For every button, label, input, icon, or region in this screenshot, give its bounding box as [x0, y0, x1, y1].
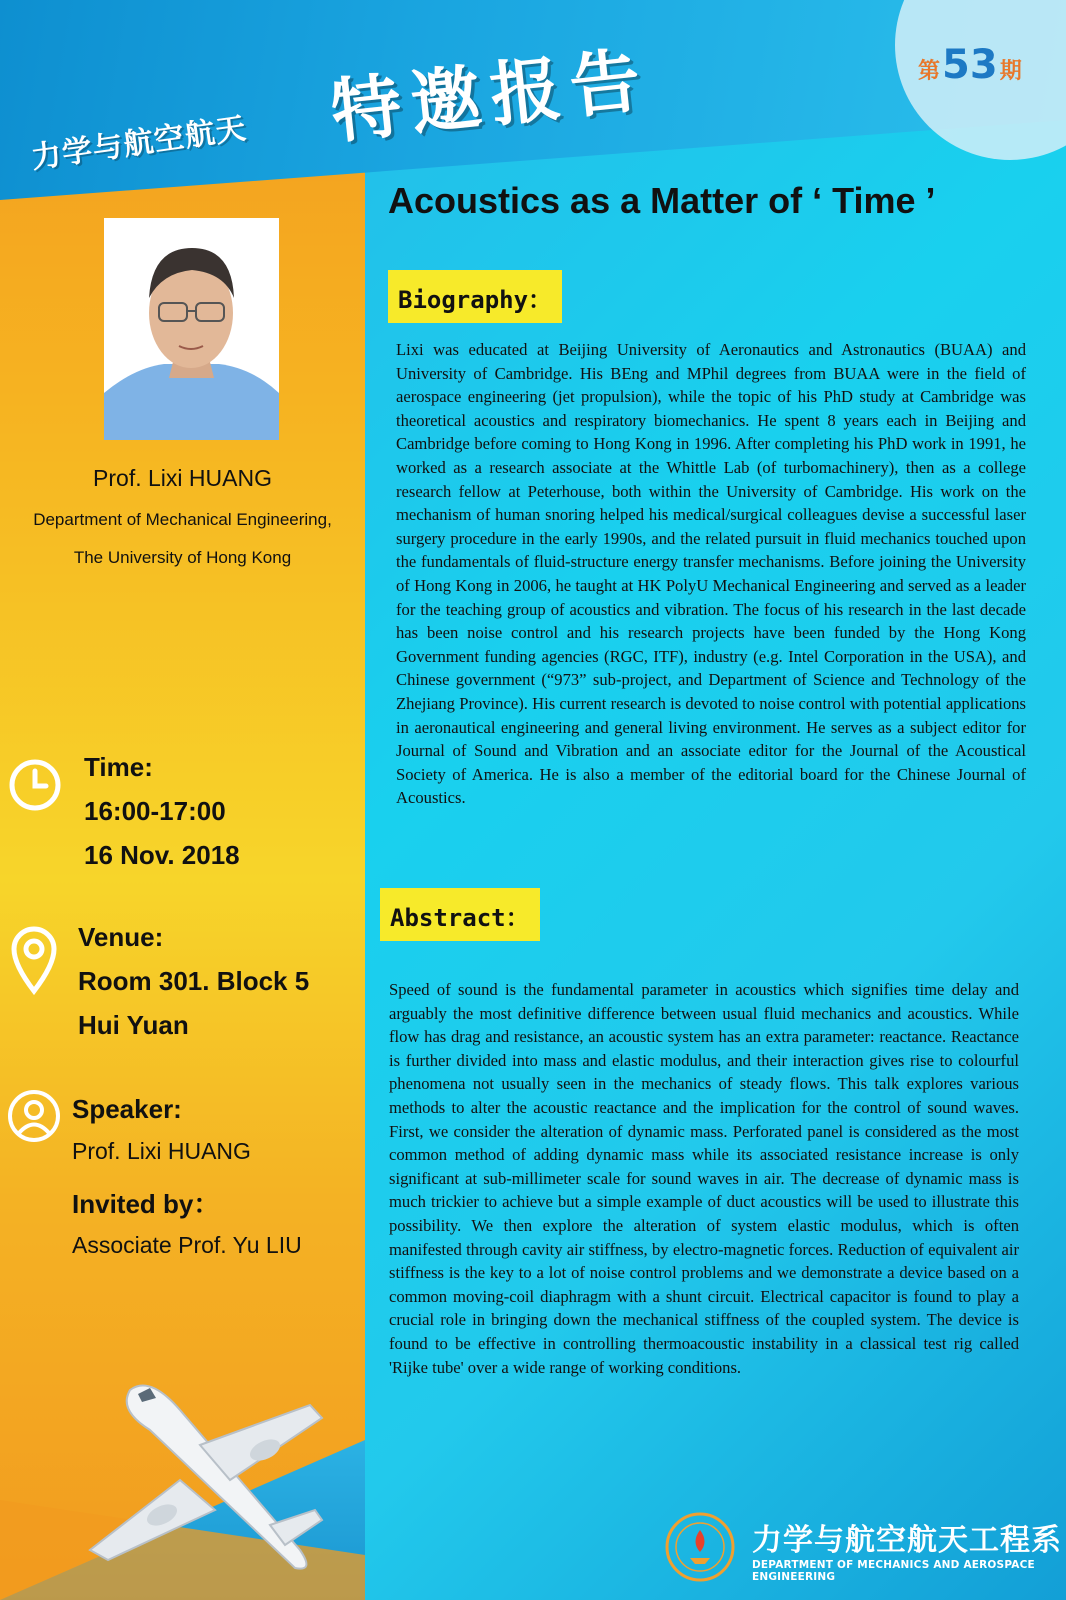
venue-line1: Room 301. Block 5 [78, 966, 310, 996]
speaker-value: Prof. Lixi HUANG [72, 1138, 251, 1164]
biography-heading: Biography： [388, 270, 562, 323]
speaker-label: Speaker: [72, 1094, 182, 1124]
location-pin-icon [10, 925, 58, 995]
series-name: 力学与航空航天 [29, 111, 249, 176]
airplane-illustration [70, 1350, 340, 1580]
invited-value: Associate Prof. Yu LIU [72, 1232, 302, 1258]
venue-line2: Hui Yuan [78, 1010, 189, 1040]
talk-title: Acoustics as a Matter of ‘ Time ’ [388, 180, 936, 221]
time-value: 16:00-17:00 [84, 796, 226, 826]
speaker-photo [104, 218, 279, 440]
speaker-affiliation-line2: The University of Hong Kong [73, 548, 292, 567]
speaker-name: Prof. Lixi HUANG [93, 465, 272, 491]
university-seal-logo [665, 1512, 735, 1582]
clock-icon [8, 758, 62, 812]
department-name-en: DEPARTMENT OF MECHANICS AND AEROSPACE ENGINEERING [752, 1559, 1035, 1583]
abstract-heading: Abstract： [380, 888, 540, 941]
user-icon [6, 1088, 62, 1144]
biography-text: Lixi was educated at Beijing University of Aeronautics and Astronautics (BUAA) and University of Cambridge. His BEng and MPhil degrees from BUAA were in the field of aerospace engineering (jet propulsion), while the topic of his PhD study at Cambridge was theoretical acoustics and respiratory biomechanics. He spent 8 years each in Beijing and Cambridge before coming to Hong Kong in 1996. After completing his PhD work in 1991, he worked as a research associate at the Whittle Lab (of turbomachinery), then as a college research fellow at Peterhouse, both within the University of Cambridge. His work on the mechanism of human snoring helped his medical/surgical colleagues devise a successful laser surgery procedure in the early 1990s, and the related pursuit in fluid mechanics touched upon the fundamentals of fluid-structure energy transfer mechanisms. Before joining the University of Hong Kong in 2006, he taught at HK PolyU Mechanical Engineering and served as a leader for the teaching group of acoustics and vibration. The focus of his research in the last decade has been noise control and his research projects have been funded by the Hong Kong Government funding agencies (RGC, ITF), industry (e.g. Intel Corporation in the USA), and Chinese government (“973” sub-project, and Department of Science and Technology of the Zhejiang Province). His current research is devoted to noise control with potential applications in aeronautical engineering and general living environment. He serves as a subject editor for Journal of Sound and Vibration and an associate editor for the Journal of the Acoustical Society of America. He is also a member of the editorial board for the Chinese Journal of Acoustics. [396, 340, 1026, 808]
date-value: 16 Nov. 2018 [84, 840, 240, 870]
time-label: Time: [84, 752, 153, 782]
invited-label: Invited by： [72, 1189, 220, 1219]
issue-number: 第 53 期 [918, 42, 1022, 88]
speaker-affiliation-line1: Department of Mechanical Engineering, [33, 510, 332, 529]
portrait-image [104, 218, 279, 440]
venue-label: Venue: [78, 922, 164, 952]
abstract-text: Speed of sound is the fundamental parameter in acoustics which signifies time delay and arguably the most definitive difference between usual fluid mechanics and acoustics. While flow has drag and resistance, an acoustic system has an extra parameter: reactance. Reactance is further divided into mass and elastic modulus, and their interaction gives rise to colourful phenomena not usually seen in the mechanics of steady flows. This talk explores various methods to alter the acoustic reactance and the implication for the control of sound waves. First, we consider the alteration of dynamic mass. Perforated panel is considered as the most common method of adding dynamic mass while its associated resistance increase is only significant at sub-millimeter scale for sound waves in air. The decrease of dynamic mass is much trickier to achieve but a simple example of duct acoustics will be used to illustrate this possibility. We then explore the alteration of system elastic modulus, which is often manifested through cavity air stiffness, by electro-magnetic forces. Reduction of equivalent air stiffness is the key to a lot of noise control problems and we demonstrate a device based on a common moving-coil diaphragm with a shunt circuit. Electrical capacitor is found to play a crucial role in bringing down the mechanical stiffness of the coupled system. The device is found to be effective in controlling thermoacoustic instability in a classical test rig called 'Rijke tube' over a wide range of working conditions. [389, 980, 1019, 1377]
department-name-cn: 力学与航空航天工程系 [752, 1523, 1062, 1558]
series-title: 特邀报告 [327, 37, 654, 154]
